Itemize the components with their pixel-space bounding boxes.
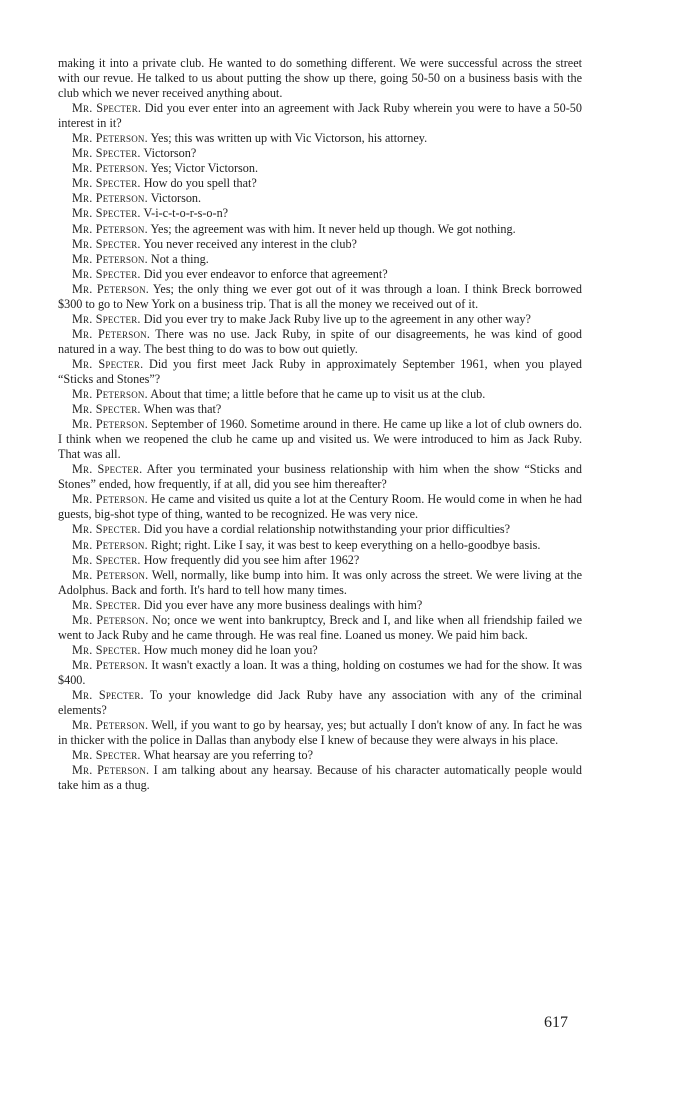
paragraph-text: It wasn't exactly a loan. It was a thing, holding on costumes we had for the show. It was $400.: [58, 657, 583, 687]
transcript-paragraph: [58, 312, 582, 327]
paragraph-text: You never received any interest in the club?: [143, 236, 357, 251]
transcript-paragraph: [58, 417, 582, 462]
speaker-label: Mr. Specter.: [72, 402, 141, 417]
speaker-label: Mr. Peterson.: [72, 281, 150, 296]
transcript-paragraph: [58, 613, 582, 643]
speaker-label: Mr. Peterson.: [72, 657, 149, 672]
speaker-label: Mr. Peterson.: [72, 567, 149, 582]
paragraph-text: making it into a private club. He wanted to do something different. We were successful across the street with our revue. He talked to us about putting the show up there, going 50-50 on a business basis with the club which we never received anything about.: [58, 56, 582, 101]
paragraph-text: Yes; the only thing we ever got out of it was through a loan. I think Breck borrowed $300 to go to New York on a business trip. That is all the money we received out of it.: [58, 281, 582, 311]
paragraph-text: Did you ever have any more business dealings with him?: [143, 597, 423, 612]
speaker-label: Mr. Peterson.: [72, 537, 148, 552]
paragraph-text: I am talking about any hearsay. Because of his character automatically people would take him as a thug.: [58, 763, 583, 793]
transcript-paragraph: [58, 131, 582, 146]
paragraph-text: Well, normally, like bump into him. It was only across the street. We were living at the Adolphus. Back and forth. It's hard to tell how many times.: [58, 567, 583, 597]
speaker-label: Mr. Specter.: [72, 311, 141, 326]
transcript-paragraph: [58, 658, 582, 688]
transcript-paragraph: [58, 688, 582, 718]
paragraph-text: Right; right. Like I say, it was best to keep everything on a hello-goodbye basis.: [150, 537, 541, 552]
speaker-label: Mr. Specter.: [72, 206, 141, 221]
speaker-label: Mr. Peterson.: [72, 191, 148, 206]
speaker-label: Mr. Specter.: [72, 748, 141, 763]
speaker-label: Mr. Specter.: [72, 597, 141, 612]
paragraph-text: What hearsay are you referring to?: [143, 748, 314, 763]
speaker-label: Mr. Peterson.: [72, 161, 148, 176]
paragraph-text: Victorson.: [150, 191, 202, 206]
speaker-label: Mr. Specter.: [72, 101, 142, 116]
speaker-label: Mr. Specter.: [72, 522, 141, 537]
speaker-label: Mr. Specter.: [72, 176, 141, 191]
transcript-paragraph: [58, 222, 582, 237]
speaker-label: Mr. Peterson.: [72, 718, 149, 733]
speaker-label: Mr. Specter.: [72, 356, 144, 371]
speaker-label: Mr. Peterson.: [72, 387, 148, 402]
transcript-body: [58, 56, 582, 793]
paragraph-text: How do you spell that?: [143, 176, 257, 191]
transcript-paragraph: [58, 538, 582, 553]
paragraph-text: To your knowledge did Jack Ruby have any association with any of the criminal elements?: [58, 687, 583, 718]
paragraph-text: Not a thing.: [150, 251, 209, 266]
transcript-paragraph: [58, 146, 582, 161]
transcript-paragraph: [58, 191, 582, 206]
paragraph-text: Yes; the agreement was with him. It never held up though. We got nothing.: [150, 221, 516, 236]
paragraph-text: Did you ever enter into an agreement with Jack Ruby wherein you were to have a 50-50 interest in it?: [58, 101, 582, 131]
speaker-label: Mr. Peterson.: [72, 221, 148, 236]
paragraph-text: Did you ever endeavor to enforce that agreement?: [143, 266, 388, 281]
speaker-label: Mr. Specter.: [72, 146, 141, 161]
transcript-paragraph: [58, 327, 582, 357]
paragraph-text: After you terminated your business relationship with him when the show “Sticks and Stones” ended, how frequently, if at all, did you see him thereafter?: [58, 462, 583, 492]
paragraph-text: Did you first meet Jack Ruby in approximately September 1961, when you played “Sticks and Stones”?: [58, 356, 582, 386]
transcript-paragraph: [58, 161, 582, 176]
paragraph-text: Yes; Victor Victorson.: [150, 161, 259, 176]
paragraph-text: How frequently did you see him after 1962?: [143, 552, 360, 567]
speaker-label: Mr. Peterson.: [72, 326, 151, 341]
speaker-label: Mr. Peterson.: [72, 251, 148, 266]
paragraph-text: V-i-c-t-o-r-s-o-n?: [143, 206, 229, 221]
speaker-label: Mr. Peterson.: [72, 763, 150, 778]
transcript-paragraph: [58, 568, 582, 598]
transcript-paragraph: [58, 237, 582, 252]
paragraph-text: Did you have a cordial relationship notwithstanding your prior difficulties?: [143, 522, 511, 537]
paragraph-text: Victorson?: [143, 146, 197, 161]
transcript-paragraph: [58, 357, 582, 387]
transcript-paragraph: [58, 176, 582, 191]
paragraph-text: There was no use. Jack Ruby, in spite of our disagreements, he was kind of good natured in a way. The best thing to do was to bow out quietly.: [58, 326, 583, 356]
transcript-paragraph: [58, 101, 582, 131]
paragraph-text: He came and visited us quite a lot at the Century Room. He would come in when he had guests, big-shot type of thing, wanted to be recognized. He was very nice.: [58, 492, 582, 522]
transcript-paragraph: [58, 492, 582, 522]
paragraph-text: How much money did he loan you?: [143, 642, 318, 657]
page-number: 617: [544, 1014, 568, 1031]
transcript-paragraph: [58, 252, 582, 267]
transcript-paragraph: [58, 462, 582, 492]
paragraph-text: No; once we went into bankruptcy, Breck and I, and like when all friendship failed we went to Jack Ruby and he came through. He was real fine. Loaned us money. We paid him back.: [58, 612, 583, 642]
transcript-paragraph: [58, 267, 582, 282]
speaker-label: Mr. Peterson.: [72, 417, 148, 432]
transcript-paragraph: [58, 387, 582, 402]
transcript-paragraph: [58, 553, 582, 568]
speaker-label: Mr. Specter.: [72, 642, 141, 657]
paragraph-text: About that time; a little before that he came up to visit us at the club.: [150, 387, 486, 402]
paragraph-text: Well, if you want to go by hearsay, yes; but actually I don't know of any. In fact he was in thicker with the police in Dallas than anybody else I knew of because they were always in his place.: [58, 718, 582, 748]
speaker-label: Mr. Specter.: [72, 236, 141, 251]
transcript-paragraph: [58, 748, 582, 763]
speaker-label: Mr. Peterson.: [72, 492, 148, 507]
paragraph-text: Yes; this was written up with Vic Victorson, his attorney.: [150, 131, 428, 146]
speaker-label: Mr. Peterson.: [72, 131, 148, 146]
paragraph-text: When was that?: [143, 402, 222, 417]
speaker-label: Mr. Specter.: [72, 462, 143, 477]
transcript-paragraph: [58, 522, 582, 537]
transcript-paragraph: [58, 56, 582, 101]
paragraph-text: September of 1960. Sometime around in there. He came up like a lot of club owners do. I think when we reopened the club he came up and visited us. We were introduced to him as Jack Ruby. That was all.: [58, 417, 583, 462]
transcript-paragraph: [58, 643, 582, 658]
transcript-paragraph: [58, 206, 582, 221]
transcript-paragraph: [58, 763, 582, 793]
speaker-label: Mr. Specter.: [72, 687, 144, 702]
transcript-paragraph: [58, 718, 582, 748]
speaker-label: Mr. Peterson.: [72, 612, 149, 627]
transcript-paragraph: [58, 598, 582, 613]
speaker-label: Mr. Specter.: [72, 266, 141, 281]
transcript-paragraph: [58, 282, 582, 312]
transcript-paragraph: [58, 402, 582, 417]
speaker-label: Mr. Specter.: [72, 552, 141, 567]
paragraph-text: Did you ever try to make Jack Ruby live up to the agreement in any other way?: [143, 311, 531, 326]
